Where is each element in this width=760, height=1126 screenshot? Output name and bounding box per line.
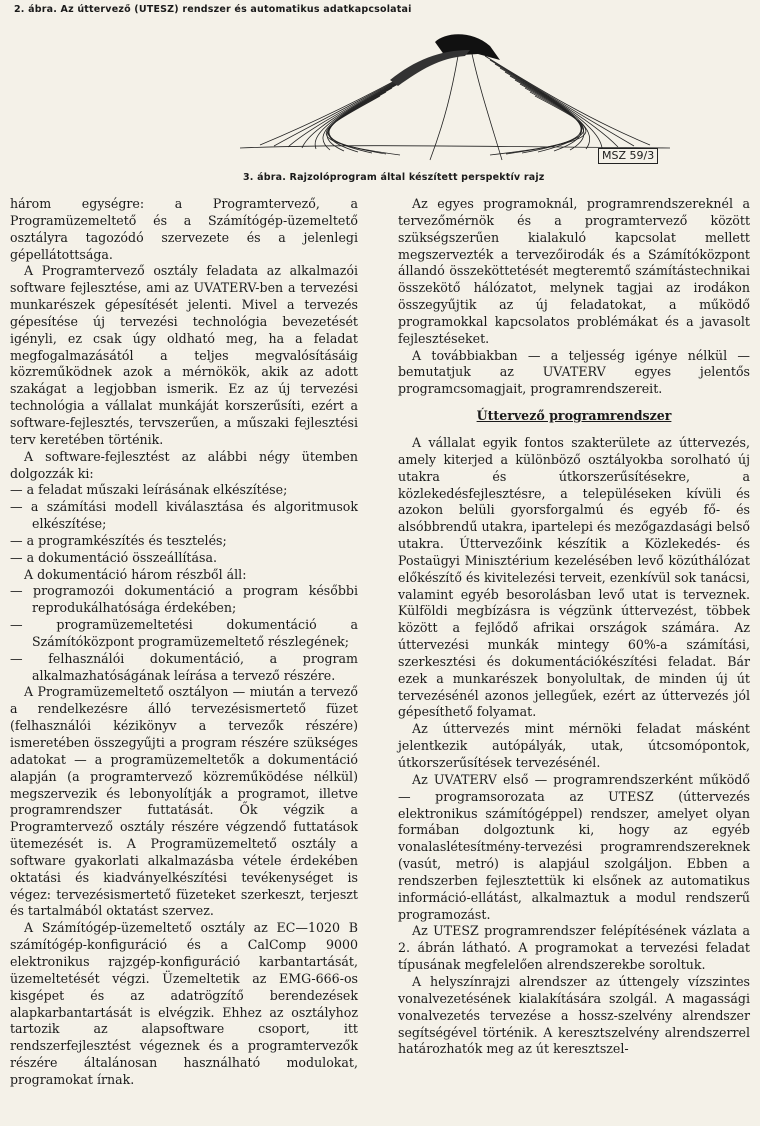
right-column xyxy=(398,196,750,1058)
road-shoulder xyxy=(390,50,470,86)
section-heading-text: Úttervező programrendszer xyxy=(476,408,672,424)
paragraph: A továbbiakban — a teljesség igénye nélkül — bemutatjuk az UVATERV egyes jelentős programcsomagjait, programrendszereit. xyxy=(398,347,750,397)
paragraph: A software-fejlesztést az alábbi négy ütemben dolgozzák ki: xyxy=(10,448,358,481)
paragraph: három egységre: a Programtervező, a Programüzemeltető és a Számítógép-üzemeltető osztályra tagozódó szervezete és a jelenlegi gépellátottsága. xyxy=(10,196,358,262)
figure-2-caption: 2. ábra. Az úttervező (UTESZ) rendszer és automatikus adatkapcsolatai xyxy=(14,4,412,15)
list-item: — programüzemeltetési dokumentáció a Számítóközpont programüzemeltető részlegének; xyxy=(10,617,358,649)
paragraph: A Programüzemeltető osztályon — miután a tervező a rendelkezésre álló tervezésismertető füzet (felhasználói kézikönyv a tervezők részére) ismeretében összegyűjti a program részére szükséges adatokat — a programüzemeltetők a dokumentáció alapján (a programtervező közreműködése nélkül) megszervezik és lebonyolítják a programot, illetve programrendszer futtatását. Ők végzik a Programtervező osztály részére végzendő futtatások ütemezését is. A Programüzemeltető osztály a software gyakorlati alkalmazásba vétele érdekében oktatási és kiadványelkészítési tevékenységet is végez: tervezésismertető füzeteket szerkeszt, terjeszt és tartalmából oktatást szervez. xyxy=(10,684,358,919)
road-perspective-lines xyxy=(240,54,670,160)
paragraph: Az egyes programoknál, programrendszereknél a tervezőmérnök és a programtervező között szükségszerűen kialakuló kapcsolat mellett megszervezték a tervezőirodák és a Számítóközpont állandó összeköttetését megteremtő számítástechnikai összekötő hálózatot, melynek tagjai az irodákon összegyűjtik az új feladatokat, a működő programokkal kapcsolatos problémákat és a javasolt fejlesztéseket. xyxy=(398,196,750,346)
paragraph: A dokumentáció három részből áll: xyxy=(24,566,247,582)
paragraph: Az úttervezés mint mérnöki feladat másként jelentkezik autópályák, utak, útcsomópontok, útkorszerűsítések tervezésénél. xyxy=(398,721,750,770)
paragraph: Az UTESZ programrendszer felépítésének vázlata a 2. ábrán látható. A programokat a tervezési feladat típusának megfelelően alrendszerekbe soroltuk. xyxy=(398,923,750,973)
paragraph: A helyszínrajzi alrendszer az úttengely vízszintes vonalvezetésének kialakítására szolgál. A magassági vonalvezetés tervezése a hossz-szelvény alrendszer segítségével történik. A keresztszelvény alrendszerrel határozhatók meg az út keresztszel- xyxy=(398,973,750,1057)
paragraph: A Számítógép-üzemeltető osztály az EC—1020 B számítógép-konfiguráció és a CalComp 9000 elektronikus rajzgép-konfiguráció karbantartását, üzemeltetését végzi. Üzemeltetik az EMG-666-os kisgépet és az adatrögzítő berendezések alapkarbantartását is elvégzik. Ehhez az osztályhoz tartozik az alapsoftware csoport, itt rendszerfejlesztést végeznek és a programtervezők részére általánosan használható modulokat, programokat írnak. xyxy=(10,920,358,1087)
list-item: — a feladat műszaki leírásának elkészítése; xyxy=(10,482,288,498)
section-heading xyxy=(398,408,750,425)
paragraph: A vállalat egyik fontos szakterülete az úttervezés, amely kiterjed a különböző osztályokba sorolható új utakra és útkorszerűsítésekre, a közlekedésfejlesztésre, a településeken kívüli és azokon belüli gyorsforgalmú és egyéb fő- és alsóbbrendű utakra, ipartelepi és mezőgazdasági belső utakra. Úttervezőink készítik a Közlekedés- és Postaügyi Minisztérium kezelésében levő közúthálózat előkészítő és kivitelezési terveit, ezenkívül sok tanácsi, valamint egyéb besorolásban levő utat is terveznek. Külföldi megbízásra is végzünk úttervezést, többek között a fejlődő afrikai országok számára. Az úttervezési munkák mintegy 60%-a számítási, szerkesztési és dokumentációkészítési feladat. Bár ezek a munkarészek bonyolultak, de minden új út tervezésénél azonos jellegűek, ezért az úttervezés jól gépesíthető folyamat. xyxy=(398,434,750,720)
figure-3-caption: 3. ábra. Rajzolóprogram által készített perspektív rajz xyxy=(243,172,545,183)
standard-stamp: MSZ 59/3 xyxy=(598,148,658,164)
list-item: — a dokumentáció összeállítása. xyxy=(10,549,217,565)
list-item: — a programkészítés és tesztelés; xyxy=(10,532,227,548)
list-item: — a számítási modell kiválasztása és algoritmusok elkészítése; xyxy=(10,499,358,532)
perspective-road-drawing xyxy=(240,20,670,165)
list-item: — felhasználói dokumentáció, a program alkalmazhatóságának leírása a tervező részére. xyxy=(10,650,358,683)
list-item: — programozói dokumentáció a program későbbi reprodukálhatósága érdekében; xyxy=(10,583,358,616)
paragraph: A Programtervező osztály feladata az alkalmazói software fejlesztése, ami az UVATERV-ben a tervezési munkarészek gépesítését jelenti. Mivel a tervezés gépesítése új tervezési technológia bevezetését igényli, ez csak úgy oldható meg, ha a feladat megfogalmazásától a teljes megvalósításáig közreműködnek azok a mérnökök, akik az adott szakágat a legjobban ismerik. Ez az új tervezési technológia a vállalat munkáját korszerűsíti, ezért a software-fejlesztés, tervszerűen, a műszaki fejlesztési terv keretében történik. xyxy=(10,263,358,447)
left-column xyxy=(10,196,358,1089)
paragraph: Az UVATERV első — programrendszerként működő — programsorozata az UTESZ (úttervezés elektronikus számítógéppel) rendszer, amelyet olyan formában dolgoztunk ki, hogy az egyéb vonalaslétesítmény-tervezési programrendszereknek (vasút, metró) is alapjául szolgáljon. Ebben a rendszerben fejlesztettük ki elsőnek az automatikus információ-ellátást, alkalmaztuk a modul rendszerű programozást. xyxy=(398,771,750,922)
